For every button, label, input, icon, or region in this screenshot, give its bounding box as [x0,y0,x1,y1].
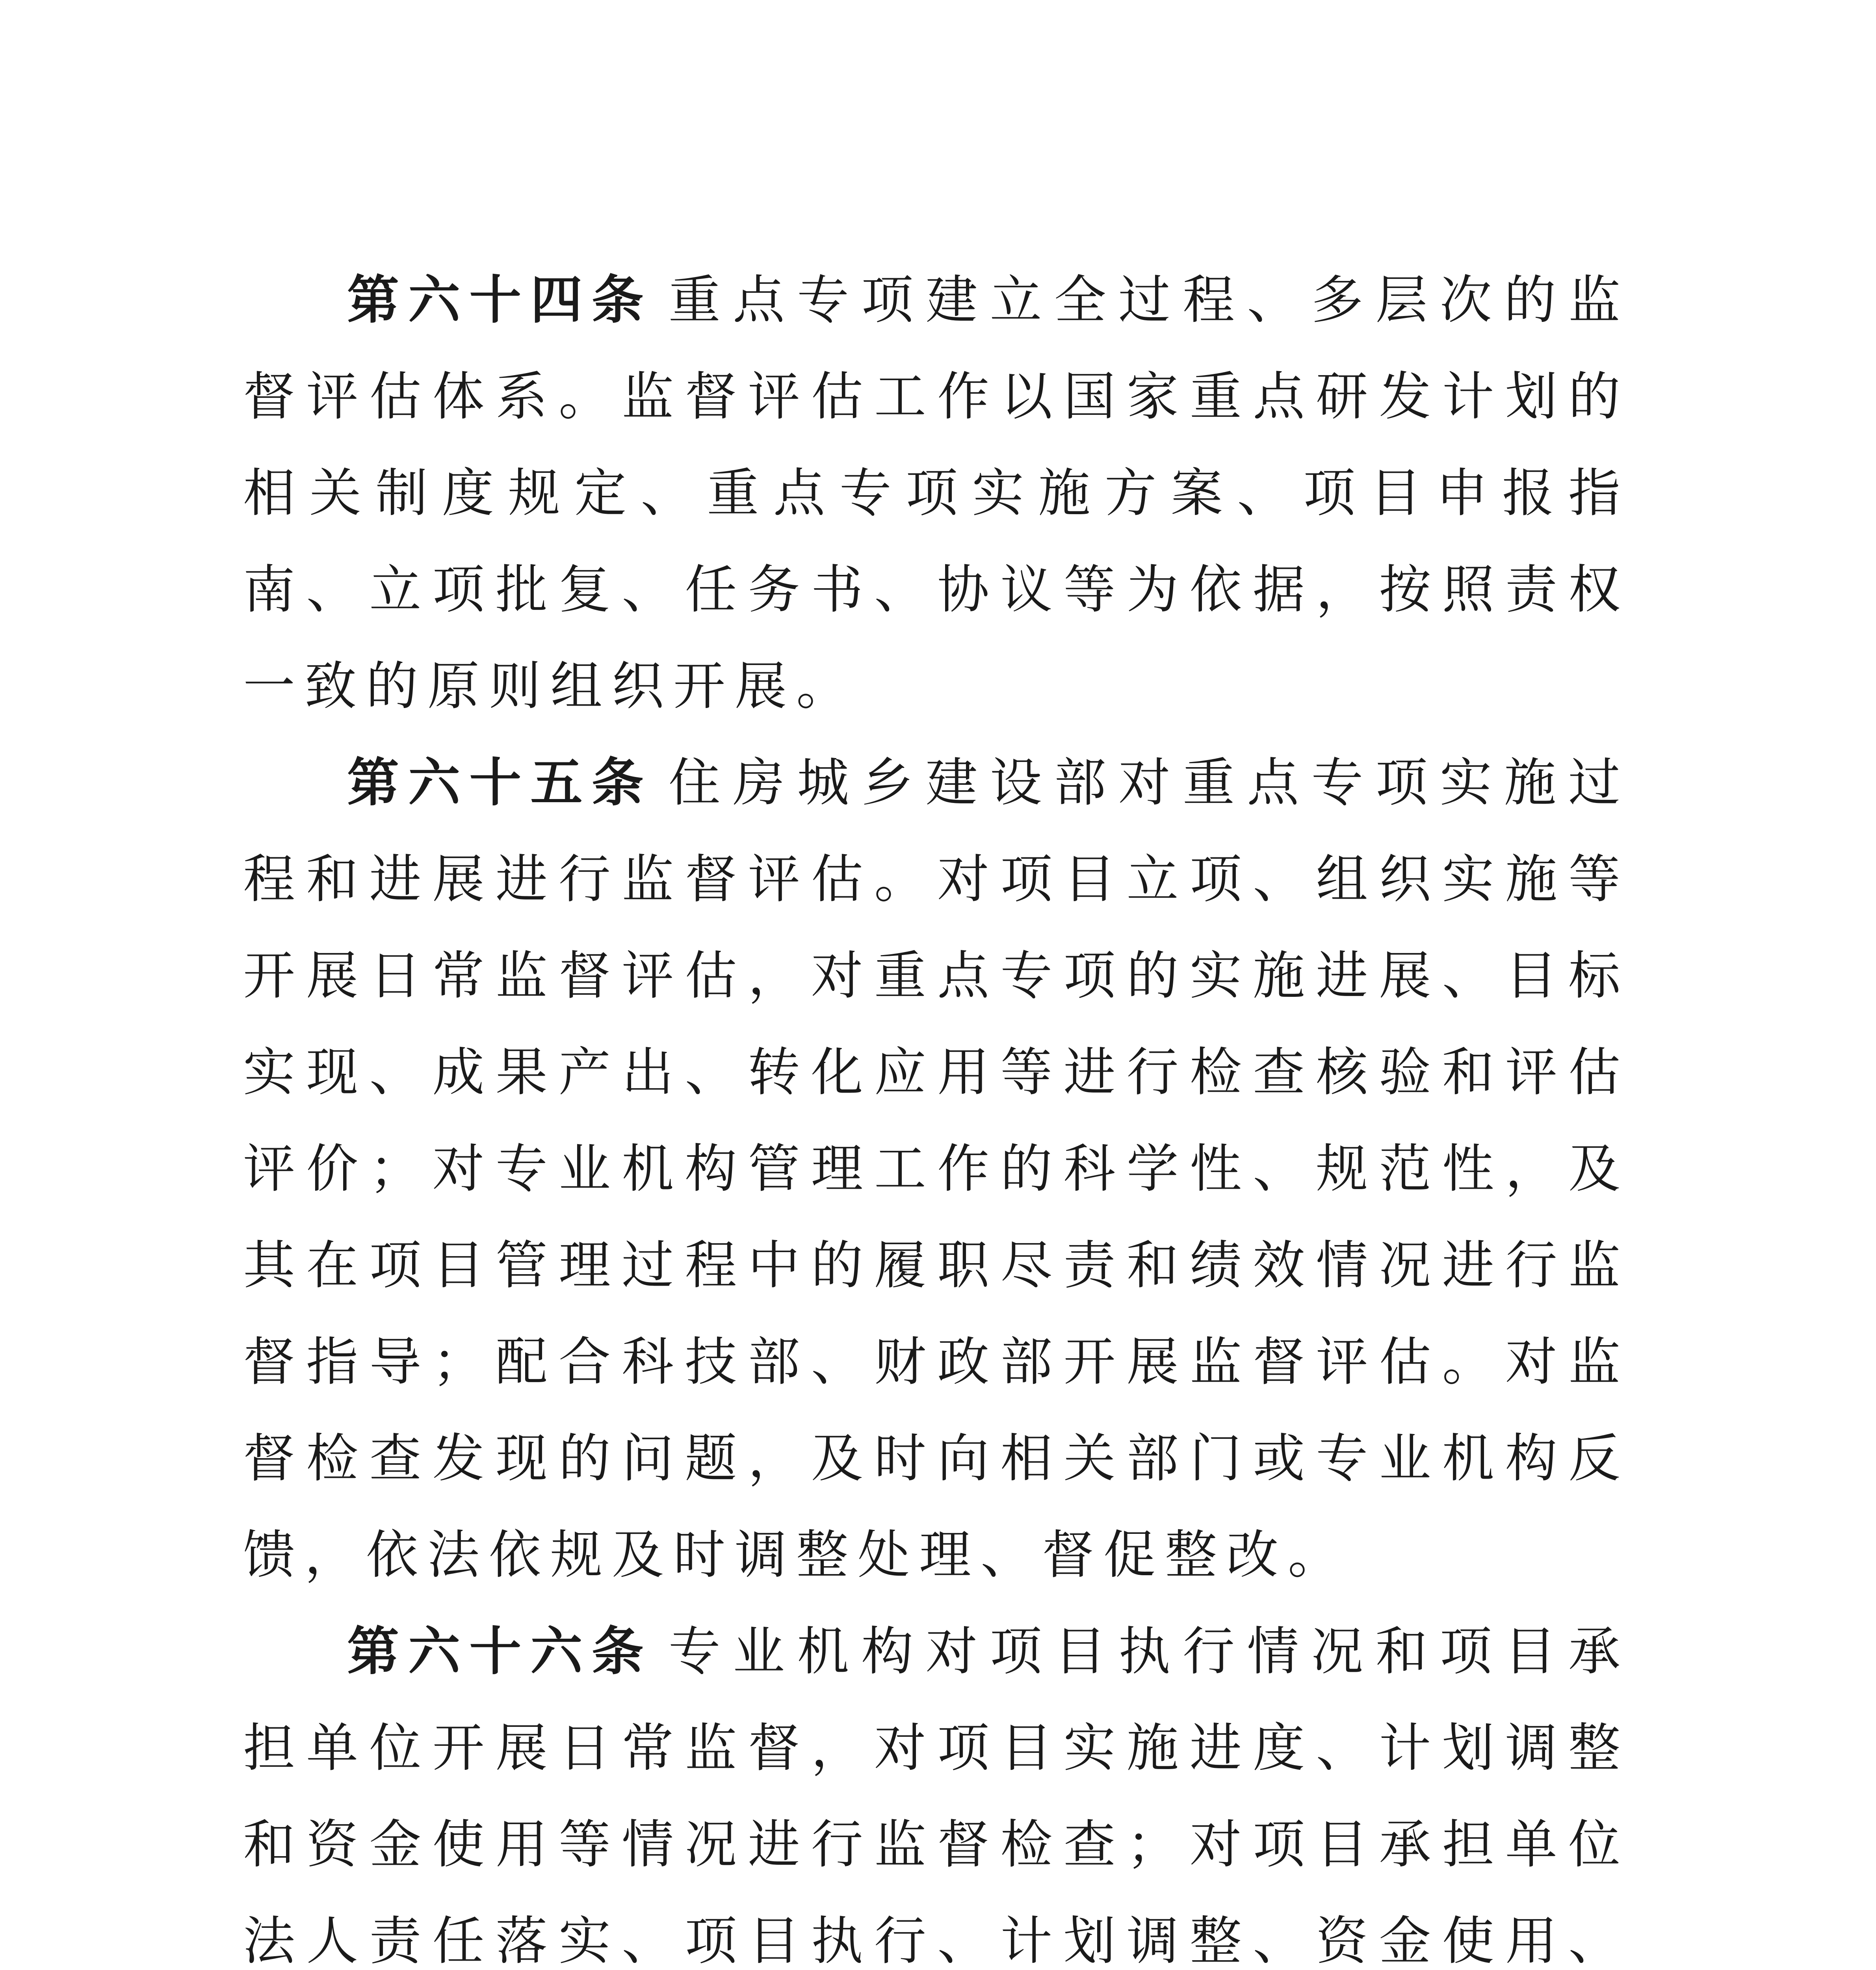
article-title: 第六十四条 [347,270,653,331]
article-body: 专业机构对项目执行情况和项目承担单位开展日常监督，对项目实施进度、计划调整和资金使用等情况进行监督检查；对项目承担单位法人责任落实、项目执行、计划调整、资金使用、 [243,1621,1630,1970]
article-66 [243,1604,1630,1970]
document-body [243,252,1630,1970]
article-title: 第六十五条 [347,753,653,813]
article-body: 住房城乡建设部对重点专项实施过程和进展进行监督评估。对项目立项、组织实施等开展日常监督评估，对重点专项的实施进展、目标实现、成果产出、转化应用等进行检查核验和评估评价；对专业机构管理工作的科学性、规范性，及其在项目管理过程中的履职尽责和绩效情况进行监督指导；配合科技部、财政部开展监督评估。对监督检查发现的问题，及时向相关部门或专业机构反馈，依法依规及时调整处理、督促整改。 [243,753,1630,1585]
article-64 [243,252,1630,735]
article-65 [243,735,1630,1604]
article-title: 第六十六条 [347,1621,653,1682]
article-body: 重点专项建立全过程、多层次的监督评估体系。监督评估工作以国家重点研发计划的相关制度规定、重点专项实施方案、项目申报指南、立项批复、任务书、协议等为依据，按照责权一致的原则组织开展。 [243,270,1630,717]
